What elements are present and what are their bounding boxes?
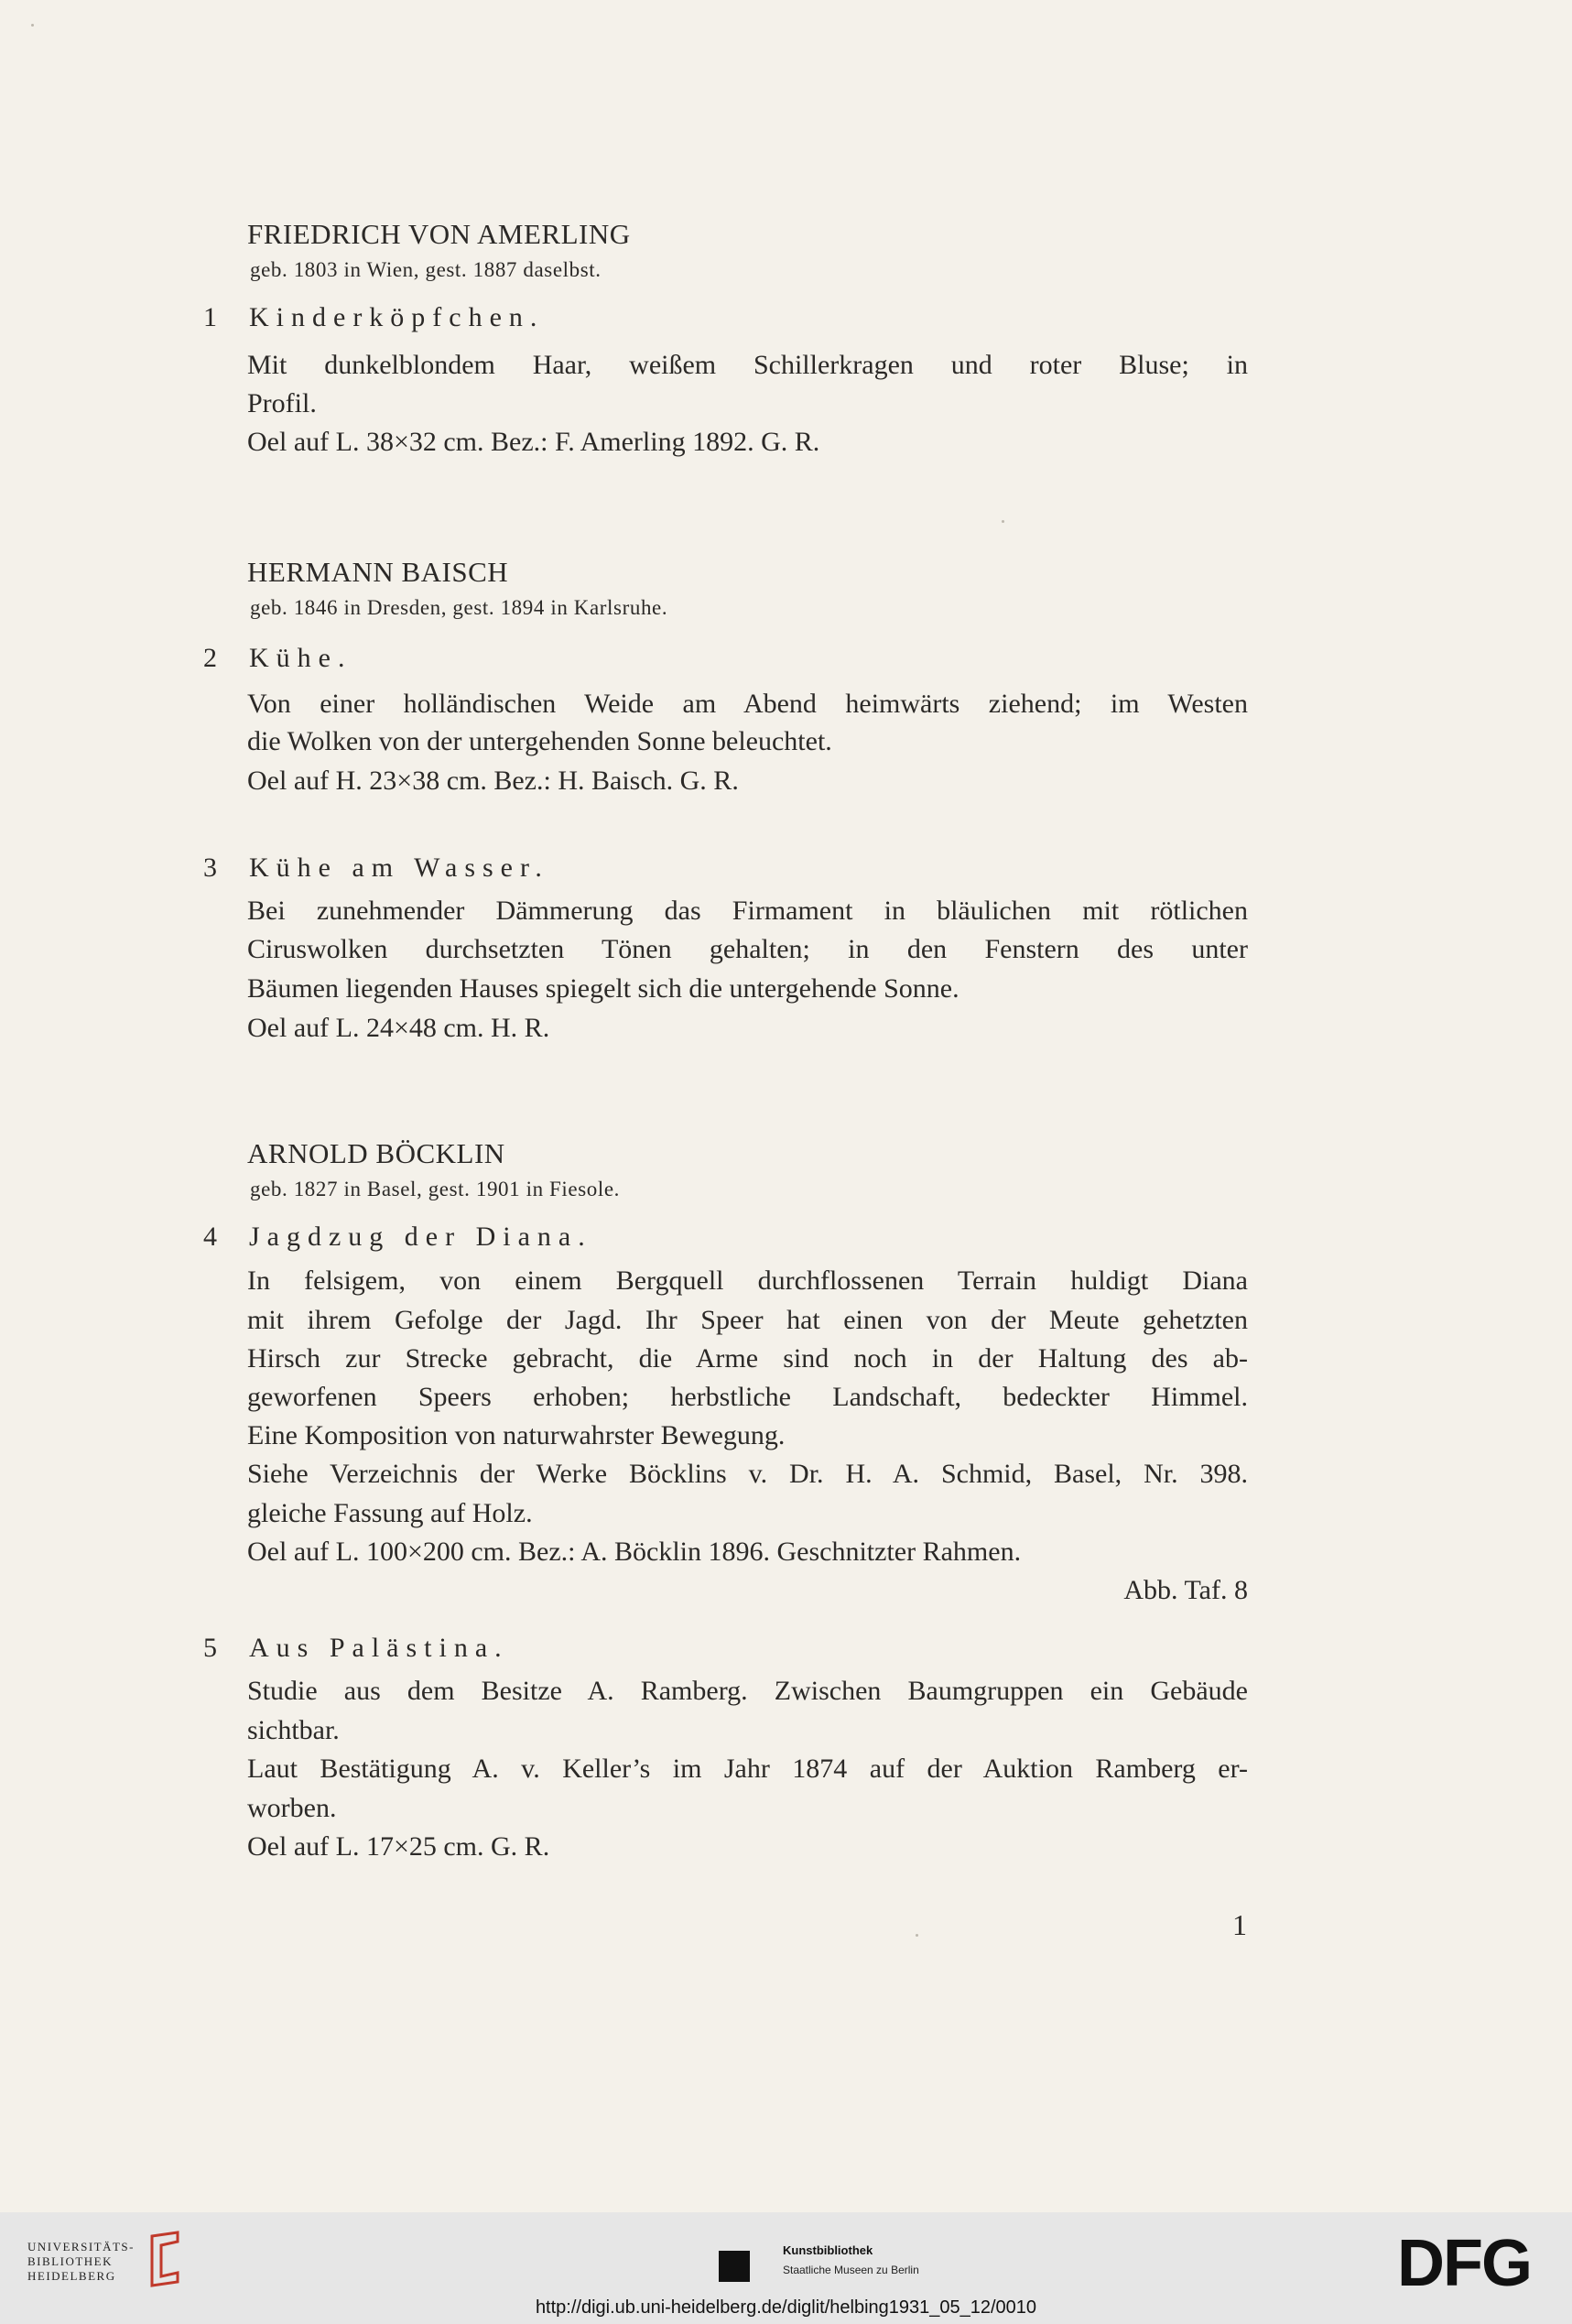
lot-title: Kinderköpfchen. — [249, 302, 545, 332]
lot-number: 2 — [203, 643, 217, 673]
lot-title: Jagdzug der Diana. — [249, 1222, 592, 1252]
lot-number: 1 — [203, 302, 217, 332]
lot-title: Kühe am Wasser. — [249, 852, 549, 883]
lot-description: Bäumen liegenden Hauses spiegelt sich die untergehende Sonne. — [247, 973, 959, 1004]
library-name-line: HEIDELBERG — [27, 2269, 116, 2283]
dust-speck — [1002, 520, 1004, 523]
lot-description: Mit dunkelblondem Haar, weißem Schillerkragen und roter Bluse; in — [247, 350, 1248, 380]
dfg-logo[interactable]: DFG — [1397, 2227, 1531, 2300]
lot-medium: Oel auf L. 24×48 cm. H. R. — [247, 1013, 550, 1043]
lot-description: Eine Komposition von naturwahrster Bewegung. — [247, 1420, 786, 1450]
lot-description: Von einer holländischen Weide am Abend heimwärts ziehend; im Westen — [247, 689, 1248, 719]
lot-description: gleiche Fassung auf Holz. — [247, 1498, 533, 1528]
lot-description: Studie aus dem Besitze A. Ramberg. Zwischen Baumgruppen ein Gebäude — [247, 1676, 1248, 1706]
lot-description: sichtbar. — [247, 1715, 340, 1745]
lot-description: Ciruswolken durchsetzten Tönen gehalten; in den Fenstern des unter — [247, 934, 1248, 964]
dust-speck — [916, 1934, 918, 1937]
lot-medium: Oel auf L. 38×32 cm. Bez.: F. Amerling 1892. G. R. — [247, 427, 820, 457]
kunstbibliothek-mark-icon — [719, 2251, 750, 2282]
artist-bio: geb. 1846 in Dresden, gest. 1894 in Karlsruhe. — [250, 596, 668, 619]
artist-name: FRIEDRICH VON AMERLING — [247, 218, 631, 250]
lot-description: mit ihrem Gefolge der Jagd. Ihr Speer hat einen von der Meute gehetzten — [247, 1305, 1248, 1335]
kunstbibliothek-title: Kunstbibliothek — [783, 2243, 873, 2257]
lot-description: Hirsch zur Strecke gebracht, die Arme sind noch in der Haltung des ab- — [247, 1343, 1248, 1374]
lot-description: worben. — [247, 1793, 337, 1823]
lot-description: die Wolken von der untergehenden Sonne beleuchtet. — [247, 726, 832, 756]
lot-title: Kühe. — [249, 643, 352, 673]
artist-bio: geb. 1803 in Wien, gest. 1887 daselbst. — [250, 258, 602, 281]
page-number: 1 — [1232, 1908, 1247, 1941]
university-library-logo[interactable] — [27, 2240, 192, 2291]
lot-number: 4 — [203, 1222, 217, 1252]
plate-reference: Abb. Taf. 8 — [1123, 1575, 1248, 1605]
lot-medium: Oel auf L. 100×200 cm. Bez.: A. Böcklin 1896. Geschnitzter Rahmen. — [247, 1537, 1022, 1567]
source-url-link[interactable]: http://digi.ub.uni-heidelberg.de/diglit/helbing1931_05_12/0010 — [535, 2297, 1037, 2318]
kunstbibliothek-logo[interactable] — [719, 2231, 957, 2286]
lot-medium: Oel auf L. 17×25 cm. G. R. — [247, 1831, 550, 1862]
lot-description: geworfenen Speers erhoben; herbstliche Landschaft, bedeckter Himmel. — [247, 1382, 1248, 1412]
lot-description: Profil. — [247, 388, 317, 418]
lot-description: Laut Bestätigung A. v. Keller’s im Jahr 1874 auf der Auktion Ramberg er- — [247, 1754, 1248, 1784]
dust-speck — [31, 24, 34, 27]
digitization-footer — [0, 2212, 1572, 2324]
library-name-line: UNIVERSITÄTS- — [27, 2240, 135, 2253]
lot-description: Siehe Verzeichnis der Werke Böcklins v. Dr. H. A. Schmid, Basel, Nr. 398. — [247, 1459, 1248, 1489]
artist-name: HERMANN BAISCH — [247, 556, 509, 588]
library-name-line: BIBLIOTHEK — [27, 2254, 113, 2268]
lot-description: In felsigem, von einem Bergquell durchflossenen Terrain huldigt Diana — [247, 1265, 1248, 1296]
lot-number: 3 — [203, 852, 217, 883]
library-emblem-icon — [145, 2231, 185, 2287]
lot-description: Bei zunehmender Dämmerung das Firmament in bläulichen mit rötlichen — [247, 896, 1248, 926]
artist-name: ARNOLD BÖCKLIN — [247, 1137, 505, 1169]
lot-number: 5 — [203, 1633, 217, 1663]
lot-medium: Oel auf H. 23×38 cm. Bez.: H. Baisch. G. R. — [247, 766, 739, 796]
lot-title: Aus Palästina. — [249, 1633, 509, 1663]
kunstbibliothek-subtitle: Staatliche Museen zu Berlin — [783, 2264, 919, 2276]
artist-bio: geb. 1827 in Basel, gest. 1901 in Fiesole. — [250, 1178, 621, 1200]
